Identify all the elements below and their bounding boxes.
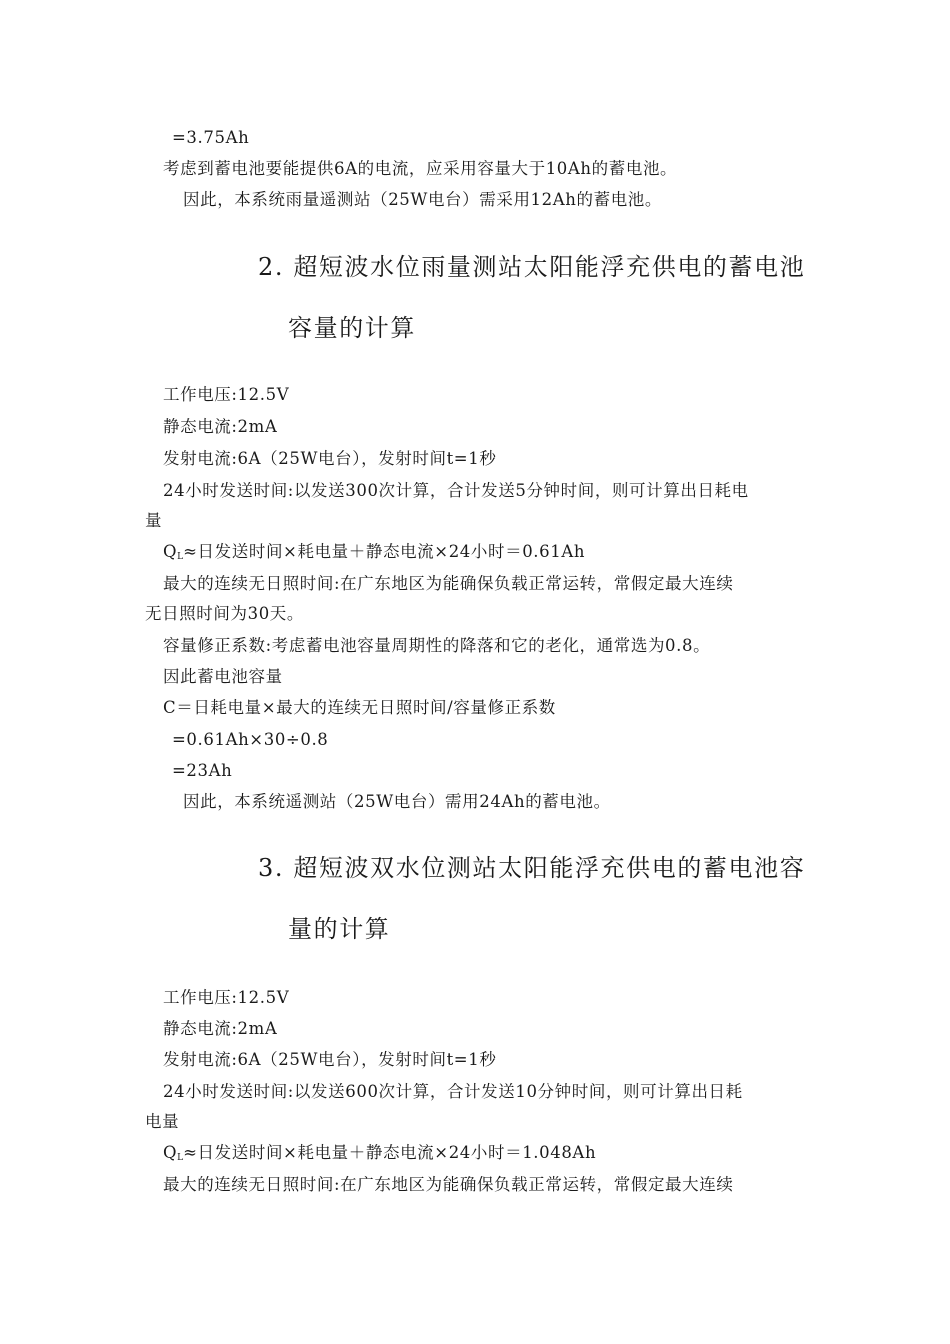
capacity-result: =23Ah: [172, 761, 233, 780]
param-send-time-cont: 量: [145, 511, 163, 530]
param-voltage: 工作电压:12.5V: [163, 988, 290, 1007]
paragraph-line: 容量修正系数:考虑蓄电池容量周期性的降落和它的老化，通常选为0.8。: [163, 636, 711, 655]
paragraph-line: 最大的连续无日照时间:在广东地区为能确保负载正常运转，常假定最大连续: [163, 574, 734, 593]
conclusion-line: 因此，本系统遥测站（25W电台）需用24Ah的蓄电池。: [183, 792, 611, 811]
ql-formula: [163, 1142, 596, 1169]
ql-expression: ≈日发送时间×耗电量＋静态电流×24小时＝1.048Ah: [183, 1143, 597, 1162]
paragraph-line: 因此，本系统雨量遥测站（25W电台）需采用12Ah的蓄电池。: [183, 190, 662, 209]
param-send-time: 24小时发送时间:以发送600次计算，合计发送10分钟时间，则可计算出日耗: [163, 1082, 743, 1101]
param-send-time-cont: 电量: [145, 1112, 180, 1131]
param-voltage: 工作电压:12.5V: [163, 385, 290, 404]
equation-result: =3.75Ah: [172, 128, 250, 147]
paragraph-line: 考虑到蓄电池要能提供6A的电流，应采用容量大于10Ah的蓄电池。: [163, 159, 678, 178]
capacity-calc: =0.61Ah×30÷0.8: [172, 730, 329, 749]
section-heading-3-cont: 量的计算: [288, 915, 391, 943]
param-static-current: 静态电流:2mA: [163, 1019, 278, 1038]
section-heading-3: 3. 超短波双水位测站太阳能浮充供电的蓄电池容: [258, 854, 806, 882]
capacity-formula: C＝日耗电量×最大的连续无日照时间/容量修正系数: [163, 698, 556, 717]
param-transmit-current: 发射电流:6A（25W电台），发射时间t=1秒: [163, 449, 497, 468]
ql-expression: ≈日发送时间×耗电量＋静态电流×24小时＝0.61Ah: [183, 542, 586, 561]
ql-symbol: Q: [163, 1143, 178, 1162]
paragraph-line: 无日照时间为30天。: [145, 604, 304, 623]
param-transmit-current: 发射电流:6A（25W电台），发射时间t=1秒: [163, 1050, 497, 1069]
section-heading-2-cont: 容量的计算: [288, 314, 416, 342]
ql-formula: [163, 541, 585, 568]
ql-subscript: L: [177, 1153, 184, 1163]
paragraph-line: 因此蓄电池容量: [163, 667, 283, 686]
paragraph-line: 最大的连续无日照时间:在广东地区为能确保负载正常运转，常假定最大连续: [163, 1175, 734, 1194]
ql-symbol: Q: [163, 542, 178, 561]
section-heading-2: 2. 超短波水位雨量测站太阳能浮充供电的蓄电池: [258, 253, 806, 281]
param-send-time: 24小时发送时间:以发送300次计算，合计发送5分钟时间，则可计算出日耗电: [163, 481, 749, 500]
param-static-current: 静态电流:2mA: [163, 417, 278, 436]
ql-subscript: L: [177, 552, 184, 562]
